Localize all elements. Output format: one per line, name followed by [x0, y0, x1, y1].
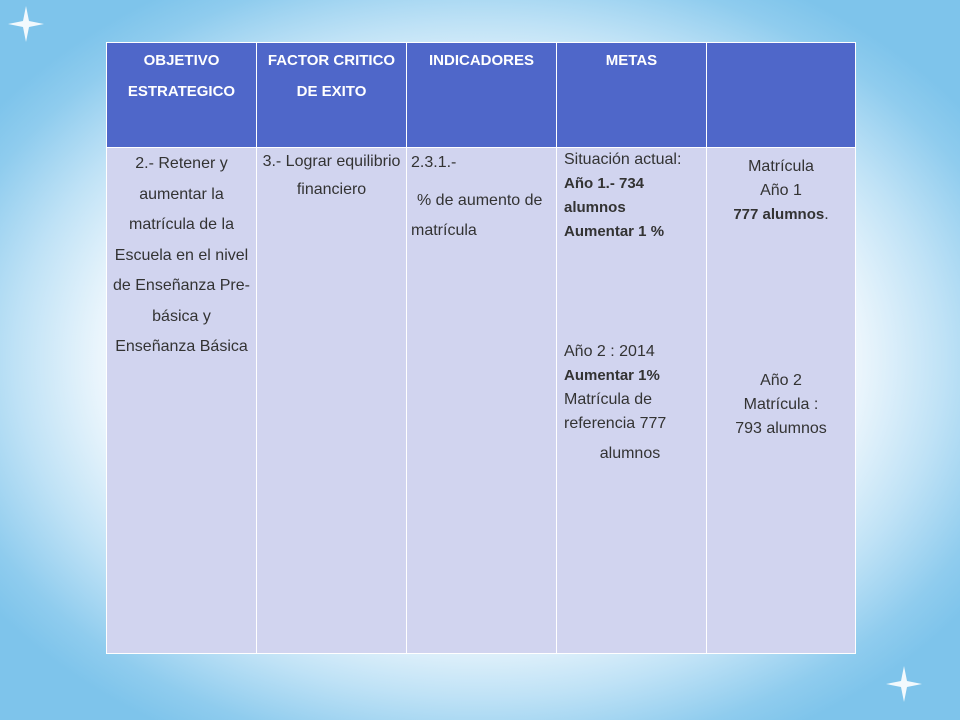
matricula-year2-matricula-label: Matrícula :: [743, 396, 819, 413]
situacion-label: Situación actual:: [564, 151, 682, 168]
cell-metas: [557, 148, 707, 654]
header-metas-label: METAS: [605, 52, 658, 69]
header-metas: [557, 43, 707, 148]
anio1-value: Año 1.- 734 alumnos: [564, 175, 645, 216]
header-empty-label: [707, 43, 855, 45]
header-factor-label: FACTOR CRITICO DE EXITO: [267, 52, 396, 100]
objectives-table: [106, 42, 856, 654]
matricula-year2-value: 793 alumnos: [735, 420, 827, 437]
cell-indicadores: [407, 148, 557, 654]
referencia-unit: alumnos: [599, 445, 661, 462]
matricula-year1-dot: .: [824, 206, 829, 223]
matricula-year1-label: Año 1: [760, 182, 802, 199]
indicador-code: 2.3.1.-: [411, 154, 457, 171]
matricula-year2-label: Año 2: [760, 372, 802, 389]
cell-factor: [257, 148, 407, 654]
matricula-title: Matrícula: [748, 158, 814, 175]
matricula-year1-value: 777 alumnos: [733, 206, 825, 223]
table-header-row: [107, 43, 856, 148]
anio1-goal: Aumentar 1 %: [564, 223, 665, 240]
cell-objetivo: [107, 148, 257, 654]
header-indicadores-label: INDICADORES: [428, 52, 534, 69]
factor-text: 3.- Lograr equilibrio financiero: [262, 153, 401, 198]
anio2-goal: Aumentar 1%: [564, 367, 660, 384]
header-empty: [707, 43, 856, 148]
referencia-label: Matrícula de referencia 777: [564, 391, 667, 432]
matricula-year1-line: [707, 203, 855, 227]
header-objetivo-label: OBJETIVO ESTRATEGICO: [127, 52, 236, 100]
header-indicadores: [407, 43, 557, 148]
cell-matricula: [707, 148, 856, 654]
objetivo-text: 2.- Retener y aumentar la matrícula de la Escuela en el nivel de Enseñanza Pre-básica y Enseñanza Básica: [113, 155, 250, 355]
table-row: [107, 148, 856, 654]
anio2-label: Año 2 : 2014: [564, 343, 655, 360]
indicador-text: % de aumento de matrícula: [411, 192, 543, 239]
header-factor: [257, 43, 407, 148]
header-objetivo: [107, 43, 257, 148]
sparkle-icon: [6, 4, 46, 44]
sparkle-icon: [884, 664, 924, 704]
